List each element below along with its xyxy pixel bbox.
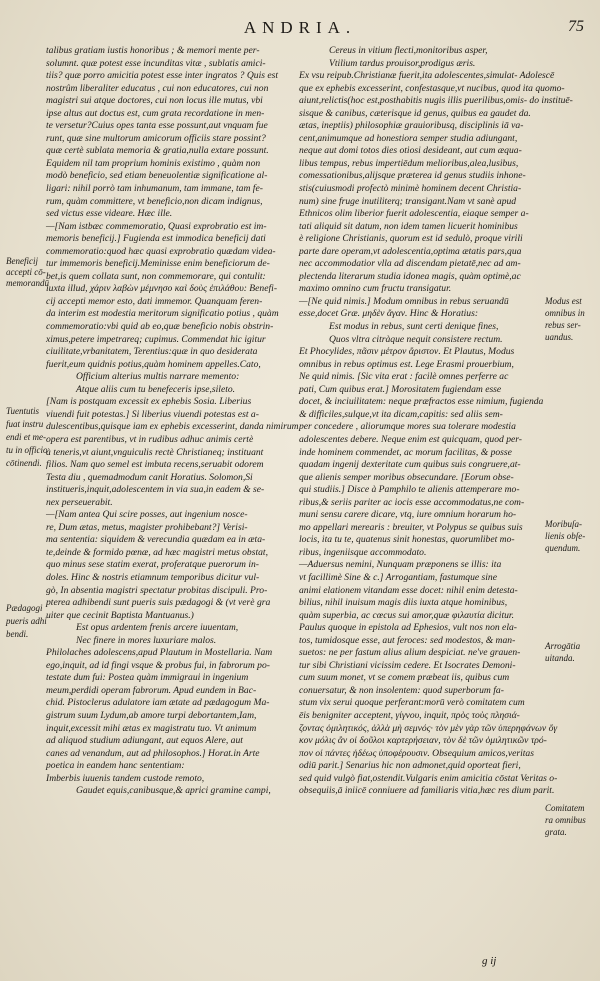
margin-note-right: Comitatem: [545, 803, 585, 813]
text-line: commemoratio:quod hæc quasi exprobratio quædam videa-: [46, 245, 276, 257]
text-line: —[Nam antea Qui scire posses, aut ingenium nosce-: [46, 509, 248, 521]
text-line: esse,docet Græ. μηδὲν ἄγαν. Hinc & Horatius:: [299, 308, 479, 320]
margin-note-left: fuat instru: [6, 419, 44, 429]
text-line: ipse altus aut doctus est, cum grata recordatione in men-: [46, 107, 265, 119]
text-line: num) sine fruge inutiliterq; transigant.Nam vt sanè apud: [299, 195, 517, 207]
text-line: plectenda literarum studia idonea magis, quàm optimè,ac: [299, 270, 521, 282]
text-line: Quos vltra citràque nequit consistere rectum.: [329, 333, 503, 345]
text-line: ximus,petere impetrareq; cupimus. Commendat hic igitur: [46, 333, 266, 345]
text-line: ego,inquit, ad id fingi vsque & probus fui, in fabrorum po-: [46, 659, 270, 671]
text-line: suetos: ne per fastum alius alium despiciat. ne've grauen-: [299, 647, 521, 659]
text-line: Cereus in vitium flecti,monitoribus asper,: [329, 45, 488, 56]
text-line: Atque aliis cum tu benefeceris ipse,sileto.: [76, 383, 236, 395]
text-line: comessationibus,alijsque præterea id genus studiis inhone-: [299, 170, 526, 182]
margin-note-right: omnibus in: [545, 308, 585, 318]
text-line: Paulus quoque in epistola ad Ephesios, vult nos non ela-: [299, 622, 517, 634]
text-line: mo appellari merearis : breuiter, vt Polypus se quibus suis: [299, 521, 523, 533]
text-line: ligari: nihil porrò tam inhumanum, tam immane, tam fe-: [46, 183, 263, 195]
margin-note-right: Modus est: [545, 296, 582, 306]
margin-note-left: endi et me-: [6, 432, 46, 442]
text-line: stum vix serui quoque perferant:morū verò comitatem cum: [299, 697, 525, 709]
text-line: muni sensu carere dicare, vtq, iure omnium horarum ho-: [299, 509, 517, 521]
text-line: Et Phocylides, πᾶσιν μέτρον ἄριστον. Et Plautus, Modus: [299, 346, 515, 358]
text-line: conuersatur, & non insolentem: quod superborum fa-: [299, 684, 504, 696]
text-line: tur immemoris beneficij.Meminisse enim beneficiorum de-: [46, 258, 270, 270]
text-line: cum suum monet, vt se comem præbeat iis, quibus cum: [299, 672, 510, 684]
text-line: poetica in eandem hanc sententiam:: [46, 760, 185, 772]
margin-note-left: pueris adhi: [6, 616, 47, 626]
margin-note-right: Arrogātia: [545, 641, 581, 651]
text-line: vt facillimè Sine & c.] Arrogantiam, fastumque sine: [299, 571, 497, 583]
margin-note-right: ra omnibus: [545, 815, 586, 825]
text-line: Imberbis iuuenis tandem custode remoto,: [46, 772, 205, 784]
text-line: re, Dum ætas, metus, magister prohibebant?] Verisi-: [46, 521, 248, 533]
text-line: que alienis semper moribus obsecundare. [Eorum obse-: [299, 471, 514, 483]
margin-note-left: cōtinendi.: [6, 458, 42, 468]
margin-note-right: lienis obſe-: [545, 531, 586, 541]
text-line: adolescentes debere. Neque enim est quicquam, quod per-: [299, 433, 522, 445]
text-line: quo minus sese statim exerat, proferatque puerorum in-: [46, 559, 259, 571]
margin-note-right: Moribuſa-: [545, 519, 582, 529]
margin-note-right: rebus ser-: [545, 320, 581, 330]
margin-note-left: Pædagogi: [6, 603, 43, 613]
text-line: commemoratio:vbi quid ab eo,quæ beneficio nobis obstrin-: [46, 321, 274, 333]
text-line: ætas, ineptiis) philosophiæ grauioribusq, disciplinis iā va-: [299, 120, 524, 132]
text-line: bilius, nihil inuisum magis diis iuxta atque hominibus,: [299, 597, 508, 609]
text-line: gistrum suum Lydum,ab amore turpi debortantem,Iam,: [46, 709, 257, 721]
text-line: talibus gratiam iustis honoribus ; & memori mente per-: [46, 45, 260, 56]
text-line: quæ certè sublata memoria & gratia,nulla extare possunt.: [46, 145, 269, 157]
text-line: tiis? quæ porro amicitia potest esse inter ingratos ? Quis est: [46, 70, 279, 82]
page-number: 75: [568, 18, 584, 35]
text-line: docet, & inciuilitatem: neque præfractos esse nimium, fugienda: [299, 396, 544, 408]
text-line: quàm superbia, ac cœcus sui amor,quæ φιλαυτία dicitur.: [299, 609, 514, 621]
text-line: Est opus ardentem frenis arcere iuuentam,: [76, 622, 239, 634]
text-line: magistri sui atque doctores, cui non locus ille mutus, vbi: [46, 95, 263, 107]
margin-note-right: uandus.: [545, 332, 574, 342]
text-line: te versetur?Cuius opes tanta esse possunt,aut vnquam fue: [46, 120, 268, 132]
margin-note-left: tu in officio: [6, 445, 48, 455]
text-line: neque aut domi totos dies otiosi desideant, aut cum æqua-: [299, 145, 522, 157]
catchword: g ij: [482, 955, 497, 967]
margin-note-right: uitanda.: [545, 653, 575, 663]
margin-note-right: quendum.: [545, 543, 581, 553]
text-line: ciuilitate,vrbanitatem, Terentius:quæ in quo desiderata: [46, 346, 258, 358]
text-line: tur sibi Christiani vicissim cedere. Et Isocrates Demoni-: [299, 659, 516, 671]
text-line: odiū parit.] Senarius hic non admonet,quid oporteat fieri,: [299, 760, 521, 772]
text-line: Nec finere in mores luxuriare malos.: [76, 634, 217, 646]
text-line: Est modus in rebus, sunt certi denique fines,: [329, 321, 499, 333]
text-line: animi elationem vitandam esse docet: nihil enim detesta-: [299, 584, 518, 596]
text-line: gò, In absentia magistri spectatur probitas discipuli. Pro-: [46, 584, 268, 596]
text-line: Ne quid nimis. [Sic vita erat : facilè omnes perferre ac: [299, 371, 509, 383]
text-line: stis(cuiusmodi profectò minimè hominem decent Christia-: [299, 183, 522, 195]
margin-note-right: grata.: [545, 827, 567, 837]
text-line: cent,animumque ad honestiora semper studia adiungant,: [299, 132, 518, 144]
text-line: sisque & canibus, cæterisque id genus, quibus ea gaudet da.: [299, 107, 531, 119]
text-line: ribus, ingeniisque accommodato.: [299, 546, 427, 558]
text-line: pterea adhibendi sunt pueris suis pædagogi & (vt verè gra: [46, 597, 271, 609]
text-line: nostrûm liberaliter educatus , cui non educatores, cui non: [46, 82, 269, 94]
text-line: modò beneficio, sed etiam beneuolentiæ significatione al-: [46, 170, 268, 182]
text-line: [Nam is postquam excessit ex ephebis Sosia. Liberius: [46, 396, 252, 408]
text-line: memoris beneficij.] Fugienda est immodica beneficij dati: [46, 233, 266, 245]
text-line: opera est parentibus, vt in rudibus adhuc animis certè: [46, 433, 254, 445]
text-line: omnibus in rebus optimus est. Lege Erasmi prouerbium,: [299, 358, 514, 370]
text-line: nex perseuerabit.: [46, 496, 113, 508]
text-line: obsequiis,ā iniicē conniuere ad familiaris vitia,hæc res dium parit.: [299, 785, 555, 797]
text-line: & difficiles,sulque,vt ita dicam,capitis: sed aliis sem-: [299, 408, 503, 420]
text-line: chid. Pistoclerus adulatore iam ætate ad pædagogum Ma-: [46, 697, 270, 709]
margin-note-left: Beneficij: [6, 256, 38, 266]
text-line: ζοντας ὁμιλητικός, ἀλλὰ μὴ σεμνός· τὸν μὲν γὰρ τῶν ὑπερηφάνων ὄγ: [299, 722, 558, 734]
text-line: iuxta illud, χάριν λαβὼν μέμνησο καὶ δοὺς ἐπιλάθου: Benefi-: [46, 283, 278, 295]
text-line: —Aduersus nemini, Nunquam præponens se illis: ita: [299, 559, 502, 571]
text-line: —[Nam istbæc commemoratio, Quasi exprobratio est im-: [46, 220, 267, 232]
text-line: Philolaches adolescens,apud Plautum in Mostellaria. Nam: [46, 647, 273, 659]
text-line: sed victus esse videare. Hæc ille.: [46, 208, 173, 220]
text-line: dulescentibus,quisque iam ex ephebis excesserint, danda nimirum: [46, 421, 299, 433]
text-line: quadam ingenij dexteritate cum quibus suis congruere,at-: [299, 459, 521, 471]
text-line: ēis benigniter acceptent, γίγνου, inquit, πρὸς τοὺς πλησιά-: [299, 709, 520, 721]
text-line: Vtilium tardus prouisor,prodigus æris.: [329, 57, 476, 69]
text-line: libus tempus, rebus impertiēdum melioribus,alea,lusibus,: [299, 157, 519, 169]
text-line: te,deinde & formido pœnæ, ad hæc magistri metus obstat,: [46, 546, 268, 558]
text-line: rum, quàm committere, vt beneficio,non dicam indignus,: [46, 195, 263, 207]
text-line: ad aliquod studium adiungant, aut equos Alere, aut: [46, 735, 243, 747]
text-line: Officium alterius multis narrare memento:: [76, 371, 240, 383]
text-line: pati, Cum quibus erat.] Morositatem fugiendam esse: [299, 383, 502, 395]
running-title: ANDRIA.: [243, 18, 357, 37]
margin-note-left: accepti cō-: [6, 267, 46, 277]
text-line: ma sententia: siquidem & verecundia quædam ea in æta-: [46, 534, 266, 546]
text-line: cij accepti memor esto, dati immemor. Quanquam feren-: [46, 295, 263, 307]
text-line: ribus,& seriis pariter ac iocis esse accommodatus,ne com-: [299, 496, 525, 508]
text-line: canes ad venandum, aut ad philosophos.] Horat.in Arte: [46, 747, 260, 759]
text-line: meum,perdidi operam fabrorum. Apud eundem in Bac-: [46, 684, 257, 696]
text-line: testate dum fui: Postea quàm immigraui in ingenium: [46, 672, 249, 684]
text-line: qui studiis.] Disce à Pamphilo te alienis attemperare mo-: [299, 484, 520, 496]
text-line: viuendi fuit potestas.] Si liberius viuendi potestas est a-: [46, 408, 259, 420]
text-line: nec accommodatior vlla ad discendam pietatē,nec ad am-: [299, 258, 521, 270]
text-line: institueris,inquit,adolescentem in via sua,in eadem & se-: [46, 484, 265, 496]
text-line: è religione Christianis, quorum est id sedulò, proque virili: [299, 233, 523, 245]
text-line: πον οἱ πάντες ἡδέως ὑποφέρουσιν. Obsequium amicos,veritas: [299, 747, 534, 759]
text-line: Gaudet equis,canibusque,& aprici gramine campi,: [76, 785, 271, 797]
text-line: parte dare operam,vt adolescentia,optima ætatis pars,qua: [299, 245, 522, 257]
text-line: Equidem nil tam proprium hominis existimo , quàm non: [46, 157, 261, 169]
left-text-column: [46, 45, 299, 798]
text-line: bet,is quem collata sunt, non commemorare, qui contulit:: [46, 270, 266, 282]
text-line: locis, ita tu te, quatenus sinit honestas, quorumlibet mo-: [299, 534, 515, 546]
text-line: uiter que cecinit Baptista Mantuanus.): [46, 609, 194, 621]
text-line: aiunt,relictis(hoc est,posthabitis nugis illis puerilibus,omis- do instituē-: [299, 95, 573, 107]
text-line: à teneris,vt aiunt,vnguiculis rectè Christianeq; instituant: [46, 446, 264, 458]
text-line: tati aliquid sit datum, non idem tamen licuerit hominibus: [299, 220, 518, 232]
text-line: —[Ne quid nimis.] Modum omnibus in rebus seruandū: [299, 295, 509, 307]
text-line: maximo omnino cum fructu transigatur.: [299, 283, 452, 295]
text-line: filios. Nam quo semel est imbuta recens,seruabit odorem: [46, 459, 264, 471]
margin-note-left: Tuentutis: [6, 406, 40, 416]
text-line: que ex ephebis excesserint, confestasque,vt nucibus, quod ita quomo-: [299, 82, 565, 94]
text-line: Ethnicos olim liberior fuerit adolescentia, eiaque semper a-: [299, 208, 529, 220]
margin-note-left: bendi.: [6, 629, 29, 639]
text-line: da interim est modestia meritorum significatio potius , quàm: [46, 308, 279, 320]
text-line: inde hominem commendet, ac morum facilitas, & posse: [299, 446, 512, 458]
margin-note-left: memorandū: [6, 278, 49, 288]
text-line: doles. Hinc & nostris etiamnum temporibus dicitur vul-: [46, 571, 260, 583]
text-line: runt, quæ sine multorum amicorum officiis stare possint?: [46, 132, 266, 144]
text-line: sed quid vulgò fiat,ostendit.Vulgaris enim amicitia cōstat Veritas o-: [299, 772, 558, 784]
text-line: κον μόλις ἂν οἱ δοῦλοι καρτερήσειαν, τὸν δὲ τῶν ὁμιλητικῶν τρό-: [299, 735, 547, 747]
text-line: tos, tumidosque esse, aut feroces: sed modestos, & man-: [299, 634, 516, 646]
text-line: Testa diu , quemadmodum canit Horatius. Solomon,Si: [46, 471, 253, 483]
text-line: solumnt. quæ potest esse incunditas vitæ , sublatis amici-: [46, 57, 266, 69]
text-line: Ex vsu reipub.Christianæ fuerit,ita adolescentes,simulat- Adolescē: [299, 70, 555, 82]
text-line: inquit,excessit mihi ætas ex magistratu tuo. Vt animum: [46, 722, 257, 734]
text-line: per concedere , aliorumque mores sua tolerare modestia: [299, 421, 516, 433]
text-line: fuerit,eum quidnis potius,quàm hominem appelles.Cato,: [46, 358, 261, 370]
